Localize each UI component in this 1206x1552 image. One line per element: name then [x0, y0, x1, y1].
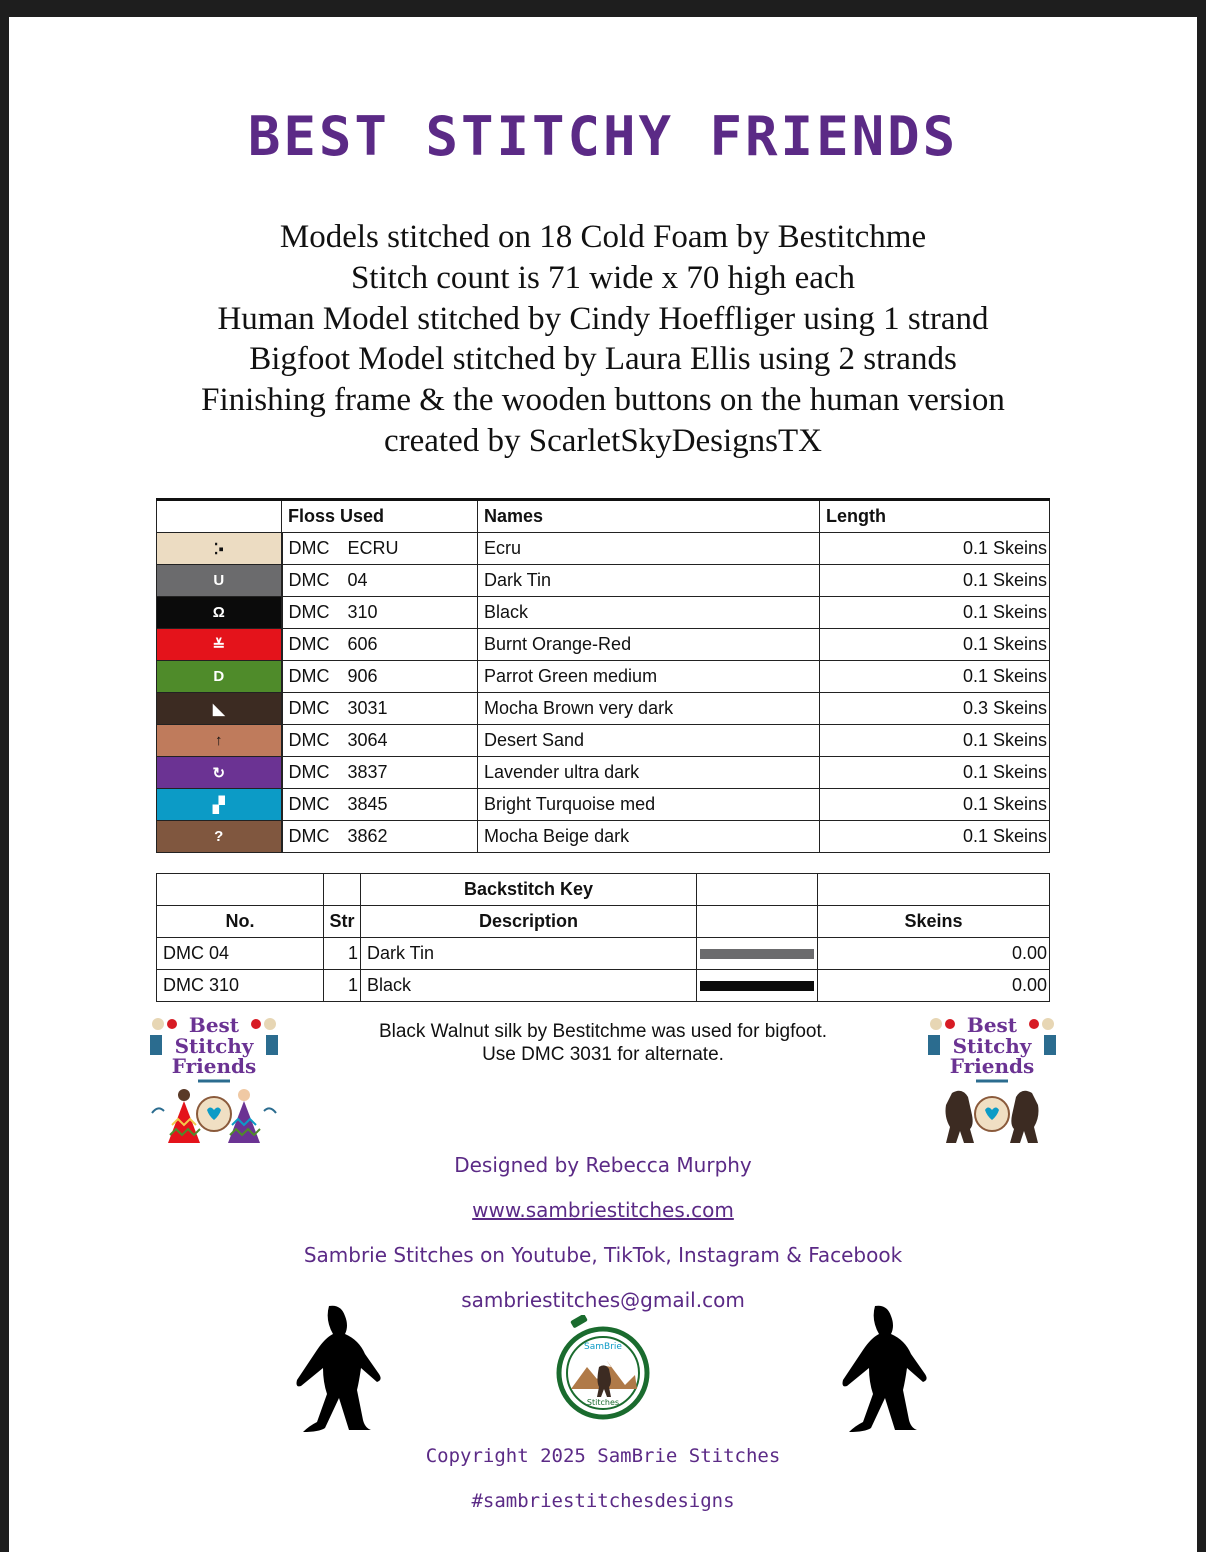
backstitch-line-swatch [700, 949, 814, 959]
skeins-header: Skeins [818, 906, 1050, 938]
floss-code [282, 725, 478, 757]
floss-brand: DMC [288, 698, 330, 718]
floss-length: 0.1 Skeins [820, 597, 1050, 629]
floss-brand: DMC [288, 762, 330, 782]
floss-brand: DMC [288, 538, 330, 558]
floss-code [282, 789, 478, 821]
description-header: Description [361, 906, 697, 938]
floss-length: 0.1 Skeins [820, 565, 1050, 597]
floss-number: 04 [347, 570, 368, 590]
no-header: No. [157, 906, 324, 938]
floss-name: Lavender ultra dark [478, 757, 820, 789]
email-address[interactable]: sambriestitches@gmail.com [461, 1288, 745, 1312]
note-line: Use DMC 3031 for alternate. [482, 1044, 724, 1065]
floss-brand: DMC [288, 634, 330, 654]
intro-line: created by ScarletSkyDesignsTX [383, 422, 823, 459]
floss-number: 310 [347, 602, 378, 622]
backstitch-description: Dark Tin [361, 938, 697, 970]
intro-line: Finishing frame & the wooden buttons on the human version [201, 382, 1005, 419]
backstitch-header-row [157, 906, 1050, 938]
floss-symbol-swatch: ? [157, 821, 282, 853]
website-link[interactable]: www.sambriestitches.com [472, 1198, 734, 1222]
backstitch-key-title: Backstitch Key [361, 874, 697, 906]
floss-row [157, 533, 1050, 565]
floss-name: Burnt Orange-Red [478, 629, 820, 661]
floss-code [282, 661, 478, 693]
bigfoot-friends-badge-image [926, 1013, 1058, 1145]
intro-text [9, 217, 1197, 462]
floss-brand: DMC [288, 602, 330, 622]
floss-symbol-swatch: ▞ [157, 789, 282, 821]
page-title: BEST STITCHY FRIENDS [247, 105, 959, 168]
floss-name: Dark Tin [478, 565, 820, 597]
floss-number: 3862 [347, 826, 388, 846]
floss-length: 0.1 Skeins [820, 725, 1050, 757]
floss-code [282, 693, 478, 725]
floss-row [157, 789, 1050, 821]
designer-credit: Designed by Rebecca Murphy [454, 1153, 752, 1177]
floss-brand: DMC [288, 666, 330, 686]
floss-number: 3031 [347, 698, 388, 718]
copyright-text: Copyright 2025 SamBrie Stitches [425, 1445, 781, 1467]
floss-row [157, 629, 1050, 661]
hashtag-text: #sambriestitchesdesigns [471, 1490, 735, 1512]
floss-row [157, 757, 1050, 789]
floss-used-header: Floss Used [282, 500, 478, 533]
backstitch-line-cell [697, 970, 818, 1002]
floss-table [156, 498, 1050, 853]
backstitch-no: DMC 310 [157, 970, 324, 1002]
backstitch-strands: 1 [324, 970, 361, 1002]
backstitch-line-swatch [700, 981, 814, 991]
floss-number: ECRU [347, 538, 399, 558]
backstitch-skeins: 0.00 [818, 970, 1050, 1002]
bigfoot-silhouette-right [825, 1300, 935, 1434]
floss-symbol-swatch: U [157, 565, 282, 597]
backstitch-strands: 1 [324, 938, 361, 970]
floss-symbol-swatch: Ω [157, 597, 282, 629]
floss-length: 0.1 Skeins [820, 533, 1050, 565]
intro-line: Stitch count is 71 wide x 70 high each [350, 259, 856, 296]
floss-length: 0.1 Skeins [820, 789, 1050, 821]
floss-code [282, 821, 478, 853]
floss-row [157, 693, 1050, 725]
intro-line: Human Model stitched by Cindy Hoeffliger using 1 strand [217, 300, 989, 337]
floss-brand: DMC [288, 570, 330, 590]
floss-symbol-swatch: ↻ [157, 757, 282, 789]
floss-name: Mocha Brown very dark [478, 693, 820, 725]
floss-name: Desert Sand [478, 725, 820, 757]
floss-name: Parrot Green medium [478, 661, 820, 693]
floss-number: 3064 [347, 730, 388, 750]
human-friends-badge-image [148, 1013, 280, 1145]
backstitch-no: DMC 04 [157, 938, 324, 970]
floss-code [282, 629, 478, 661]
floss-code [282, 597, 478, 629]
note-line: Black Walnut silk by Bestitchme was used for bigfoot. [378, 1021, 828, 1042]
thread-note [309, 1020, 897, 1066]
badge-bigfoot-friends [926, 1013, 1058, 1145]
floss-number: 3845 [347, 794, 388, 814]
bigfoot-silhouette-left [279, 1300, 389, 1434]
floss-row [157, 821, 1050, 853]
floss-brand: DMC [288, 730, 330, 750]
floss-name: Black [478, 597, 820, 629]
floss-row [157, 661, 1050, 693]
floss-length: 0.1 Skeins [820, 757, 1050, 789]
floss-symbol-swatch: ↑ [157, 725, 282, 757]
svg-text:Stitchy: Stitchy [174, 1034, 254, 1058]
floss-code [282, 533, 478, 565]
floss-row [157, 565, 1050, 597]
floss-row [157, 597, 1050, 629]
pattern-page [9, 17, 1197, 1552]
floss-symbol-swatch: ≚ [157, 629, 282, 661]
floss-symbol-swatch: D [157, 661, 282, 693]
floss-length: 0.3 Skeins [820, 693, 1050, 725]
floss-length: 0.1 Skeins [820, 661, 1050, 693]
intro-line: Bigfoot Model stitched by Laura Ellis using 2 strands [249, 341, 957, 378]
badge-human-friends [148, 1013, 280, 1145]
svg-text:Best: Best [188, 1013, 240, 1037]
svg-text:Friends: Friends [949, 1054, 1035, 1078]
backstitch-row [157, 938, 1050, 970]
sambrie-stitches-logo [553, 1315, 653, 1425]
backstitch-table [156, 873, 1050, 1002]
floss-name: Ecru [478, 533, 820, 565]
length-header: Length [820, 500, 1050, 533]
backstitch-line-cell [697, 938, 818, 970]
floss-code [282, 757, 478, 789]
symbol-header [157, 500, 282, 533]
logo-text-bottom: Stitches [586, 1398, 620, 1407]
svg-text:Stitchy: Stitchy [952, 1034, 1032, 1058]
logo-text-top: SamBrie [584, 1342, 622, 1352]
social-media-text: Sambrie Stitches on Youtube, TikTok, Instagram & Facebook [303, 1243, 903, 1267]
svg-text:Friends: Friends [171, 1054, 257, 1078]
backstitch-skeins: 0.00 [818, 938, 1050, 970]
floss-header-row [157, 500, 1050, 533]
str-header: Str [324, 906, 361, 938]
floss-length: 0.1 Skeins [820, 629, 1050, 661]
backstitch-title-row [157, 874, 1050, 906]
backstitch-row [157, 970, 1050, 1002]
intro-line: Models stitched on 18 Cold Foam by Bestitchme [279, 219, 927, 255]
floss-code [282, 565, 478, 597]
floss-brand: DMC [288, 826, 330, 846]
floss-length: 0.1 Skeins [820, 821, 1050, 853]
floss-number: 906 [347, 666, 378, 686]
floss-number: 3837 [347, 762, 388, 782]
floss-symbol-swatch: ⁚▪ [157, 533, 282, 565]
floss-number: 606 [347, 634, 378, 654]
floss-name: Mocha Beige dark [478, 821, 820, 853]
svg-text:Best: Best [966, 1013, 1018, 1037]
floss-row [157, 725, 1050, 757]
floss-name: Bright Turquoise med [478, 789, 820, 821]
floss-brand: DMC [288, 794, 330, 814]
names-header: Names [478, 500, 820, 533]
floss-symbol-swatch: ◣ [157, 693, 282, 725]
backstitch-description: Black [361, 970, 697, 1002]
line-header [697, 906, 818, 938]
